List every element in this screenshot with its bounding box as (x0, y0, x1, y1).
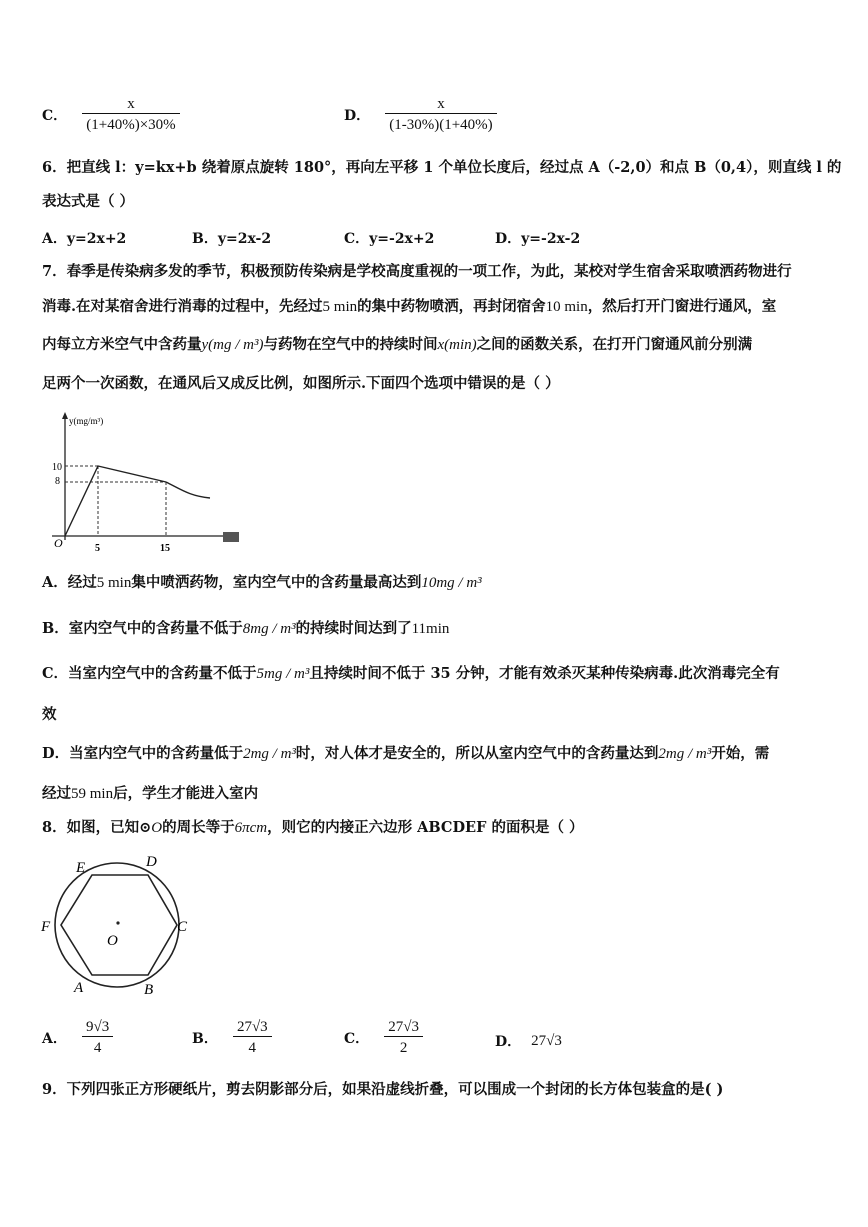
text-segment: 且持续时间不低于 35 分钟，才能有效杀灭某种传染病毒.此次消毒完全有 (309, 665, 780, 682)
fraction-denominator: 4 (82, 1036, 113, 1058)
text-segment: ，则它的内接正六边形 ABCDEF 的面积是（ ） (267, 819, 584, 836)
q7-option-d-cont (42, 784, 258, 804)
q8-option-d-value: 27√3 (531, 1033, 562, 1049)
text-segment: 开始，需 (711, 745, 770, 762)
center-point (116, 921, 119, 924)
fraction-numerator: 27√3 (236, 1019, 268, 1035)
math-11min: 11min (411, 621, 450, 637)
q5-option-c-label: C． (42, 108, 68, 124)
text-segment: 经过 (42, 785, 71, 802)
fraction-denominator: (1+40%)×30% (82, 113, 179, 135)
q6-option-a[interactable]: A．y=2x+2 (42, 231, 127, 247)
q8-option-c-label: C． (344, 1031, 370, 1047)
vertex-label-E: E (76, 860, 86, 876)
vertex-label-D: D (146, 854, 157, 870)
math-5min: 5 min (322, 299, 358, 315)
fraction-denominator: 4 (233, 1036, 272, 1058)
fraction-denominator: 2 (384, 1036, 423, 1058)
y-axis-arrow (62, 412, 68, 419)
y-tick-10: 10 (52, 462, 62, 473)
x-tick-15: 15 (160, 543, 170, 554)
text-segment: B．室内空气中的含药量不低于 (42, 620, 243, 637)
q6-stem-line1: 6．把直线 l：y=kx+b 绕着原点旋转 180°，再向左平移 1 个单位长度后，经过点 A（-2,0）和点 B（0,4），则直线 l 的 (42, 159, 842, 176)
linear-segments (65, 466, 166, 536)
q7-stem-line4: 足两个一次函数，在通风后又成反比例，如图所示.下面四个选项中错误的是（ ） (42, 375, 560, 392)
q8-stem (42, 818, 584, 838)
q8-option-c[interactable] (344, 1018, 423, 1058)
q7-stem-line2 (42, 297, 776, 317)
math-10min: 10 min (545, 299, 588, 315)
math-O: O (151, 820, 163, 836)
fraction-numerator: 9√3 (85, 1019, 110, 1035)
math-2mg: 2mg / m³ (243, 746, 296, 762)
vertex-label-C: C (177, 919, 188, 935)
q8-option-c-fraction (384, 1018, 423, 1058)
q8-hexagon-figure (36, 850, 196, 1000)
fraction-denominator: (1-30%)(1+40%) (385, 113, 496, 135)
text-segment: 时，对人体才是安全的，所以从室内空气中的含药量达到 (295, 745, 659, 762)
q5-option-c-fraction (82, 95, 179, 135)
y-axis-label: y(mg/m³) (69, 416, 104, 426)
fraction-numerator: x (127, 96, 135, 112)
math-x-unit: x(min) (437, 337, 477, 353)
q6-stem-line2: 表达式是（ ） (42, 193, 135, 210)
math-y-unit: y(mg / m³) (201, 337, 264, 353)
text-segment: C．当室内空气中的含药量不低于 (42, 665, 257, 682)
text-segment: 的集中药物喷洒，再封闭宿舍 (357, 298, 546, 315)
circle-O (55, 863, 179, 987)
q8-option-d[interactable] (495, 1030, 562, 1051)
text-segment: 的周长等于 (162, 819, 235, 836)
q8-option-a-fraction (82, 1018, 113, 1058)
q8-option-a[interactable] (42, 1018, 113, 1058)
text-segment: 后，学生才能进入室内 (113, 785, 259, 802)
text-segment: 消毒.在对某宿舍进行消毒的过程中，先经过 (42, 298, 323, 315)
x-axis-label-smudge (223, 532, 239, 542)
math-2mg: 2mg / m³ (658, 746, 712, 762)
inverse-curve (166, 482, 210, 498)
q5-option-d-label: D． (344, 108, 371, 124)
hexagon-ABCDEF (61, 875, 177, 975)
q8-option-a-label: A． (42, 1031, 67, 1047)
y-tick-8: 8 (55, 476, 60, 487)
fraction-numerator: 27√3 (388, 1019, 419, 1035)
q7-option-b[interactable] (42, 619, 449, 639)
q7-option-c[interactable] (42, 664, 780, 684)
q5-option-d-fraction (385, 95, 496, 135)
math-10mg: 10mg / m³ (421, 575, 482, 591)
text-segment: 8．如图，已知⊙ (42, 819, 152, 836)
text-segment: 内每立方米空气中含药量 (42, 336, 202, 353)
q8-option-b-fraction (233, 1018, 272, 1058)
math-8mg: 8mg / m³ (242, 621, 296, 637)
math-circumference: 6πcm (234, 820, 268, 836)
math-5min: 5 min (96, 575, 132, 591)
q7-option-a[interactable] (42, 573, 482, 593)
vertex-label-A: A (74, 980, 84, 996)
q5-option-d[interactable] (344, 95, 497, 135)
q8-option-d-label: D． (495, 1033, 522, 1050)
text-segment: 集中喷洒药物，室内空气中的含药量最高达到 (131, 574, 422, 591)
q9-stem: 9．下列四张正方形硬纸片，剪去阴影部分后，如果沿虚线折叠，可以围成一个封闭的长方体包装盒的是( ) (42, 1081, 724, 1098)
text-segment: 之间的函数关系，在打开门窗通风前分别满 (476, 336, 753, 353)
center-label-O: O (107, 933, 118, 949)
vertex-label-F: F (41, 919, 51, 935)
q7-graph (40, 410, 245, 558)
text-segment: 的持续时间达到了 (295, 620, 412, 637)
q5-option-c[interactable] (42, 95, 180, 135)
text-segment: 与药物在空气中的持续时间 (263, 336, 438, 353)
fraction-numerator: x (437, 96, 445, 112)
text-segment: A．经过 (42, 574, 97, 591)
q6-option-b[interactable]: B．y=2x-2 (192, 231, 272, 247)
math-59min: 59 min (71, 786, 114, 802)
q7-option-d[interactable] (42, 744, 769, 764)
vertex-label-B: B (144, 982, 154, 998)
q7-stem-line1: 7．春季是传染病多发的季节，积极预防传染病是学校高度重视的一项工作，为此，某校对学生宿舍采取喷洒药物进行 (42, 263, 792, 280)
text-segment: ，然后打开门窗进行通风，室 (587, 298, 777, 315)
x-tick-5: 5 (95, 543, 100, 554)
q7-option-c-cont: 效 (42, 706, 57, 723)
q7-stem-line3 (42, 335, 752, 355)
q8-option-b[interactable] (192, 1018, 272, 1058)
q8-option-b-label: B． (192, 1031, 218, 1047)
origin-label: O (54, 536, 63, 550)
math-5mg: 5mg / m³ (256, 666, 310, 682)
q6-option-d[interactable]: D．y=-2x-2 (495, 231, 581, 247)
text-segment: D．当室内空气中的含药量低于 (42, 745, 244, 762)
q6-option-c[interactable]: C．y=-2x+2 (344, 231, 435, 247)
